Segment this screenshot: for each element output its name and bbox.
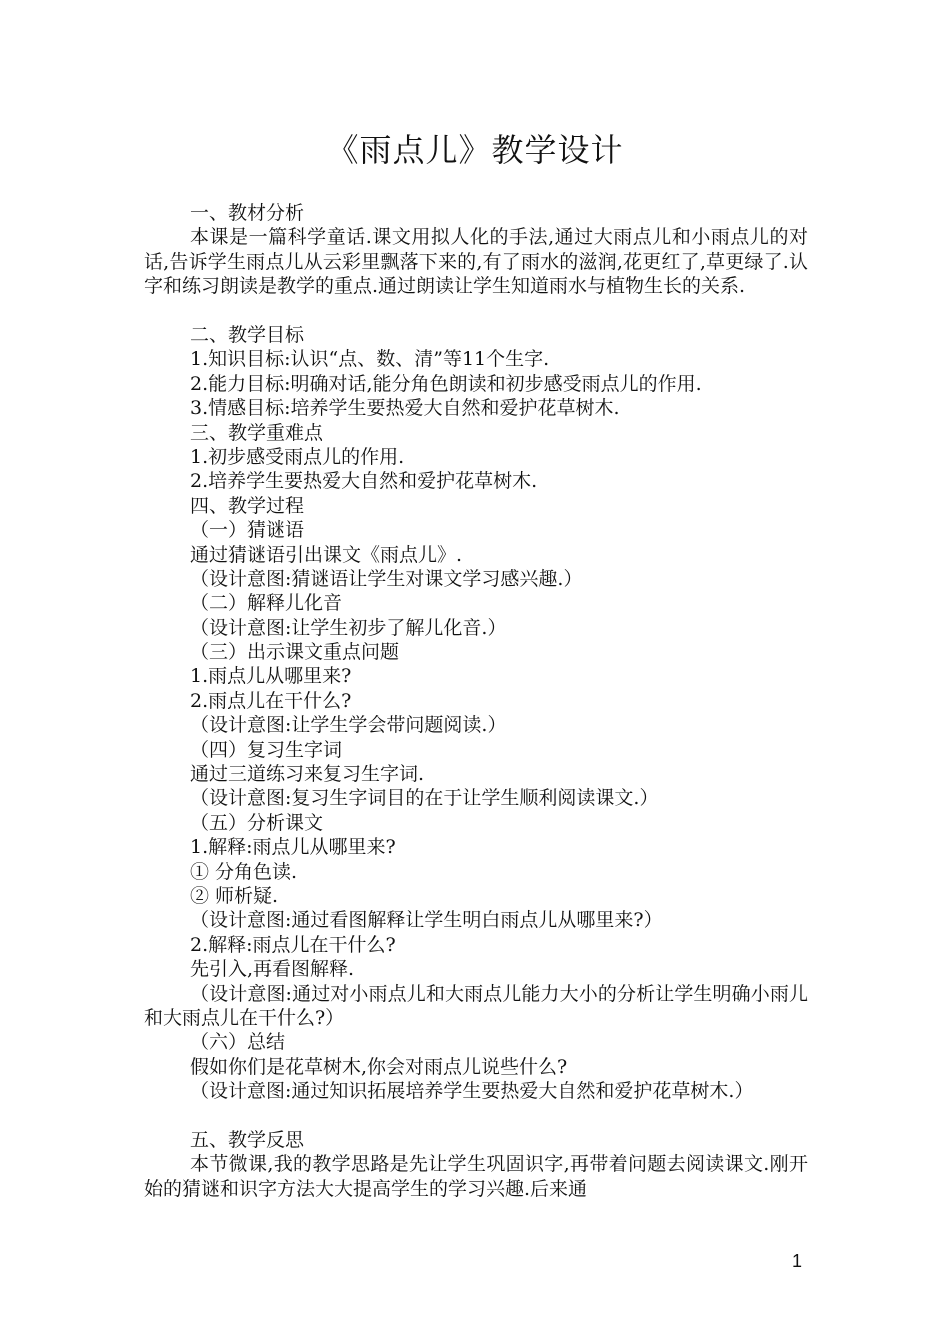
paragraph-material-analysis: 本课是一篇科学童话.课文用拟人化的手法,通过大雨点儿和小雨点儿的对话,告诉学生雨点儿从云彩里飘落下来的,有了雨水的滋润,花更红了,草更绿了.认字和练习朗读是教学的重点.通过朗读让学生知道雨水与植物生长的关系.: [144, 226, 808, 298]
section-heading-material-analysis: 一、教材分析: [190, 202, 305, 224]
analysis-item-1: 1.解释:雨点儿从哪里来?: [190, 836, 396, 859]
question-item-1: 1.雨点儿从哪里来?: [190, 665, 352, 688]
step-heading-review-words: （四）复习生字词: [190, 738, 343, 761]
section-heading-teaching-process: 四、教学过程: [190, 494, 305, 517]
question-item-2: 2.雨点儿在干什么?: [190, 689, 352, 712]
step-heading-analyze-text: （五）分析课文: [190, 811, 324, 834]
list-item-goal-ability: 2.能力目标:明确对话,能分角色朗读和初步感受雨点儿的作用.: [190, 372, 702, 395]
section-heading-teaching-goals: 二、教学目标: [190, 323, 305, 346]
step-text-riddle: 通过猜谜语引出课文《雨点儿》.: [190, 543, 463, 566]
list-item-key-point-2: 2.培养学生要热爱大自然和爱护花草树木.: [190, 470, 538, 493]
design-intent-riddle: （设计意图:猜谜语让学生对课文学习感兴趣.）: [190, 567, 583, 590]
list-item-key-point-1: 1.初步感受雨点儿的作用.: [190, 445, 405, 468]
analysis-item-2: 2.解释:雨点儿在干什么?: [190, 933, 396, 956]
step-heading-riddle: （一）猜谜语: [190, 519, 305, 542]
list-item-goal-emotion: 3.情感目标:培养学生要热爱大自然和爱护花草树木.: [190, 397, 620, 420]
list-item-goal-knowledge: 1.知识目标:认识“点、数、清”等11个生字.: [190, 348, 550, 371]
step-heading-summary: （六）总结: [190, 1031, 286, 1054]
page-title: 《雨点儿》教学设计: [326, 131, 624, 169]
section-heading-key-points: 三、教学重难点: [190, 421, 324, 444]
design-intent-key-questions: （设计意图:让学生学会带问题阅读.）: [190, 714, 507, 737]
step-text-summary: 假如你们是花草树木,你会对雨点儿说些什么?: [190, 1055, 568, 1078]
section-heading-reflection: 五、教学反思: [190, 1128, 305, 1151]
design-intent-analysis-1: （设计意图:通过看图解释让学生明白雨点儿从哪里来?）: [190, 909, 663, 932]
analysis-text-2: 先引入,再看图解释.: [190, 958, 355, 981]
step-text-review-words: 通过三道练习来复习生字词.: [190, 763, 425, 786]
step-heading-key-questions: （三）出示课文重点问题: [190, 641, 400, 664]
document-body: [144, 201, 808, 1201]
design-intent-analysis-2: （设计意图:通过对小雨点儿和大雨点儿能力大小的分析让学生明确小雨儿和大雨点儿在干什么?）: [144, 982, 808, 1029]
page-number: 1: [791, 1251, 802, 1271]
analysis-subitem-role-reading: ① 分角色读.: [190, 860, 298, 883]
design-intent-summary: （设计意图:通过知识拓展培养学生要热爱大自然和爱护花草树木.）: [190, 1080, 754, 1103]
analysis-subitem-teacher-explains: ② 师析疑.: [190, 884, 279, 907]
paragraph-reflection: 本节微课,我的教学思路是先让学生巩固识字,再带着问题去阅读课文.刚开始的猜谜和识字方法大大提高学生的学习兴趣.后来通: [144, 1153, 808, 1200]
design-intent-review-words: （设计意图:复习生字词目的在于让学生顺利阅读课文.）: [190, 787, 659, 810]
design-intent-erhua: （设计意图:让学生初步了解儿化音.）: [190, 616, 507, 639]
step-heading-erhua: （二）解释儿化音: [190, 592, 343, 615]
